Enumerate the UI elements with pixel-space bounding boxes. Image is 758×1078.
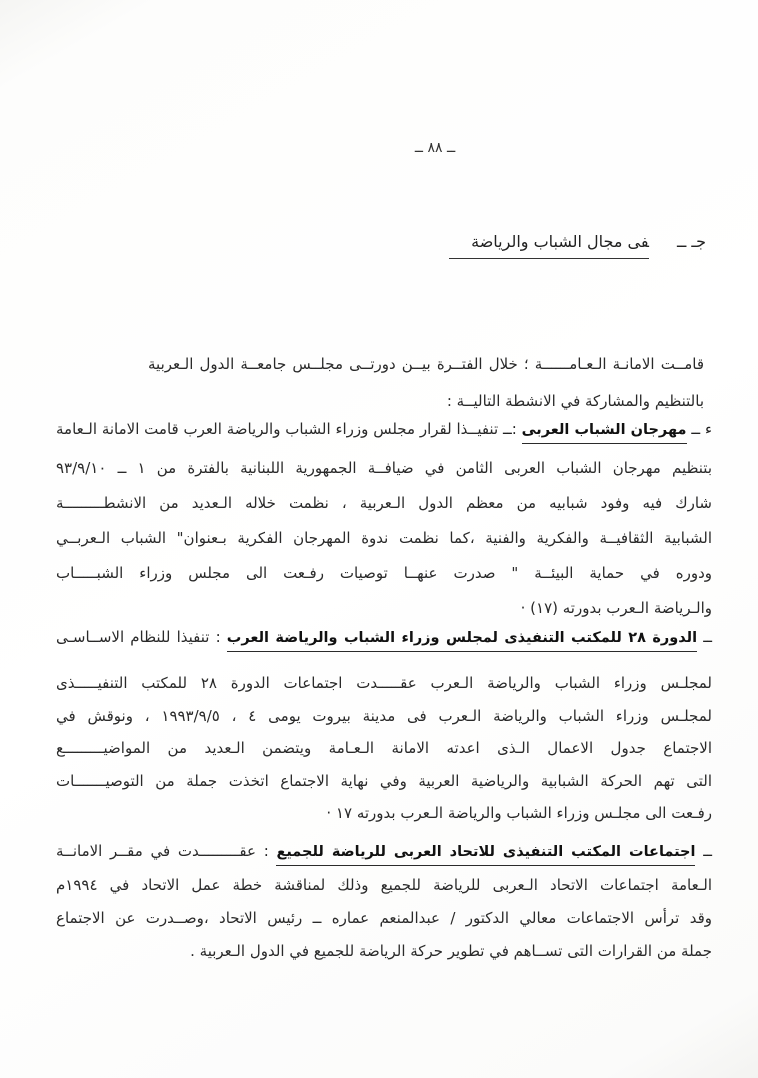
- page-number: ــ ٨٨ ــ: [414, 140, 456, 156]
- section-sports-for-all-union-meetings: [56, 840, 712, 968]
- section-title: اجتماعات المكتب التنفيذى للاتحاد العربى للرياضة للجميع: [276, 844, 695, 866]
- body-line: ودوره في حماية البيئــة " صدرت عنهــا توصيات رفـعت الى مجلس وزراء الشبـــــاب: [56, 564, 712, 582]
- section-arab-youth-festival: [56, 418, 712, 626]
- body-line: جملة من القرارات التى تســاهم في تطوير حركة الرياضة للجميع في الدول الـعربية .: [190, 942, 712, 960]
- body-line: لمجلـس وزراء الشباب والرياضة الـعرب عقـــــدت اجتماعات الدورة ٢٨ للمكتب التنفيـــــذى: [56, 674, 712, 692]
- section-first-line-text: تنفيــذا لقرار مجلس وزراء الشباب والرياضة العرب قامت الامانة الـعامة: [56, 420, 499, 438]
- section-title: الدورة ٢٨ للمكتب التنفيذى لمجلس وزراء الشباب والرياضة العرب: [227, 630, 697, 652]
- heading-text: فى مجال الشباب والرياضة: [449, 232, 649, 259]
- intro-paragraph: [148, 346, 704, 420]
- body-line: وقد ترأس الاجتماعات معالي الدكتور / عبدالمنعم عماره ــ رئيس الاتحاد ،وصــدرت عن الاجتماع: [56, 909, 712, 927]
- section-first-line-text: عقـــــــــدت في مقــر الامانــة: [56, 842, 256, 860]
- section-separator: :: [215, 628, 221, 646]
- section-heading: [449, 232, 706, 251]
- section-first-line: [56, 840, 712, 863]
- body-line: الـعامة اجتماعات الاتحاد الـعربى للرياضة للجميع وذلك لمناقشة خطة عمل الاتحاد في ١٩٩٤م: [56, 876, 712, 894]
- body-line: الشبابية الثقافيــة والفكرية والفنية ،كما نظمت ندوة المهرجان الفكرية بـعنوان" الشباب الـعربــي: [56, 529, 712, 547]
- body-line: بتنظيم مهرجان الشباب العربى الثامن في ضيافــة الجمهورية اللبنانية بالفترة من ١ ــ ٩٣/٩/١٠: [56, 459, 712, 477]
- intro-line: قامــت الامانـة الـعـامــــــة ؛ خلال الفتــرة بيــن دورتــى مجلــس جامعــة الدول الـعربية: [148, 355, 704, 373]
- section-title: مهرجان الشباب العربى: [522, 422, 687, 444]
- section-separator: :ــ: [502, 420, 517, 438]
- section-first-line: [56, 418, 712, 441]
- section-first-line: [56, 626, 712, 649]
- section-separator: :: [263, 842, 269, 860]
- heading-marker: جـ ــ: [676, 232, 706, 251]
- list-marker: ــ: [703, 628, 713, 646]
- body-line: لمجلـس وزراء الشباب والرياضة الـعرب فى مدينة بيروت يومى ٤ ، ١٩٩٣/٩/٥ ، ونوقش في: [56, 706, 712, 725]
- body-line: التى تهم الحركة الشبابية والرياضية العربية وفي نهاية الاجتماع اتخذت جملة من التوصيـــــــات: [56, 771, 712, 790]
- list-marker: ء ــ: [691, 420, 712, 438]
- body-line: شارك فيه وفود شبابيه من معظم الدول الـعربية ، نظمت خلاله الـعديد من الانشطـــــــــة: [56, 494, 712, 512]
- list-marker: ــ: [703, 842, 712, 860]
- body-line: والـرياضة الـعرب بدورته (١٧) ·: [520, 599, 712, 617]
- body-line: الاجتماع جدول الاعمال الـذى اعدته الامانة الـعـامة ويتضمن الـعديد من المواضيـــــــــع: [56, 739, 712, 757]
- section-executive-bureau-session-28: [56, 626, 712, 830]
- section-first-line-text: تنفيذا للنظام الاســاسـى: [56, 628, 210, 646]
- intro-line: بالتنظيم والمشاركة في الانشطة التاليــة :: [446, 392, 704, 410]
- body-line: رفـعت الى مجلـس وزراء الشباب والرياضة الـعرب بدورته ١٧ ·: [326, 804, 712, 822]
